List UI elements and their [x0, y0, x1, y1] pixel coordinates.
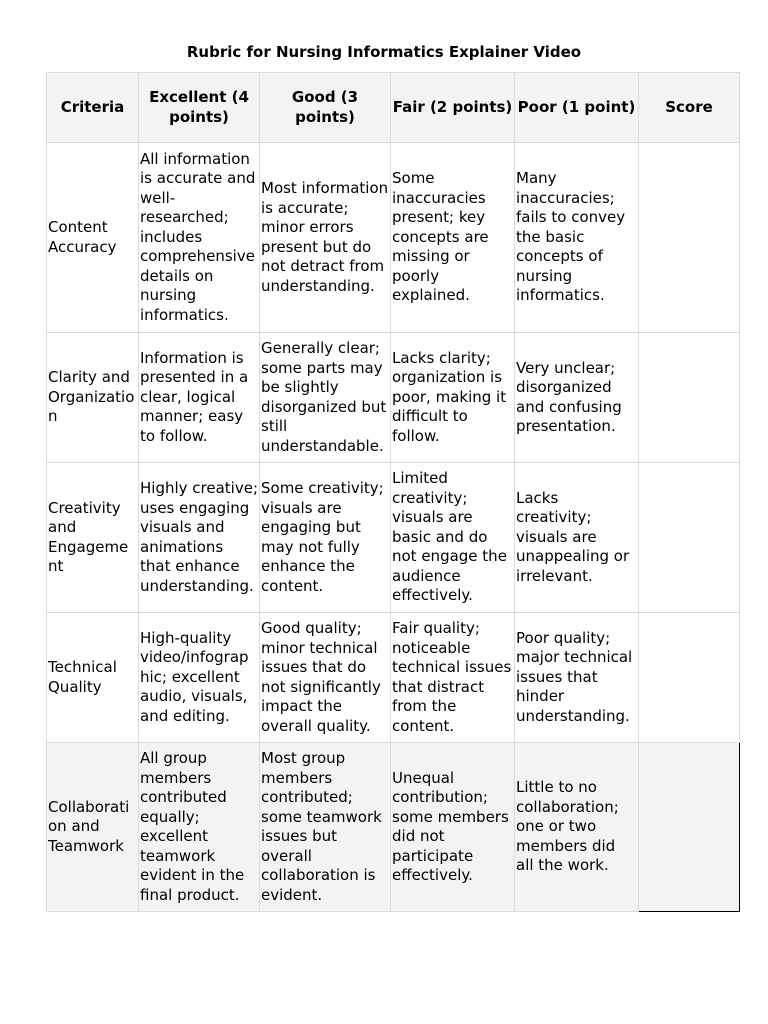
score-cell[interactable] [639, 333, 740, 463]
poor-cell: Little to no collaboration; one or two members did all the work. [515, 743, 639, 912]
document-title: Rubric for Nursing Informatics Explainer Video [186, 43, 582, 61]
good-cell: Some creativity; visuals are engaging but may not fully enhance the content. [260, 463, 391, 613]
fair-cell: Some inaccuracies present; key concepts are missing or poorly explained. [391, 143, 515, 333]
excellent-cell: All information is accurate and well-researched; includes comprehensive details on nursing informatics. [139, 143, 260, 333]
good-cell: Most information is accurate; minor errors present but do not detract from understanding. [260, 143, 391, 333]
table-row [47, 143, 740, 333]
score-cell[interactable] [639, 613, 740, 743]
score-cell[interactable] [639, 463, 740, 613]
criteria-cell: Clarity and Organization [47, 333, 139, 463]
excellent-cell: All group members contributed equally; excellent teamwork evident in the final product. [139, 743, 260, 912]
score-cell[interactable] [639, 143, 740, 333]
fair-cell: Unequal contribution; some members did not participate effectively. [391, 743, 515, 912]
header-criteria: Criteria [47, 73, 139, 143]
table-row [47, 333, 740, 463]
good-cell: Most group members contributed; some teamwork issues but overall collaboration is evident. [260, 743, 391, 912]
header-excellent: Excellent (4 points) [139, 73, 260, 143]
poor-cell: Lacks creativity; visuals are unappealing or irrelevant. [515, 463, 639, 613]
fair-cell: Lacks clarity; organization is poor, making it difficult to follow. [391, 333, 515, 463]
excellent-cell: Highly creative; uses engaging visuals and animations that enhance understanding. [139, 463, 260, 613]
header-score: Score [639, 73, 740, 143]
good-cell: Good quality; minor technical issues that do not significantly impact the overall quality. [260, 613, 391, 743]
criteria-cell: Creativity and Engagement [47, 463, 139, 613]
excellent-cell: Information is presented in a clear, logical manner; easy to follow. [139, 333, 260, 463]
poor-cell: Poor quality; major technical issues that hinder understanding. [515, 613, 639, 743]
poor-cell: Very unclear; disorganized and confusing presentation. [515, 333, 639, 463]
header-row [47, 73, 740, 143]
header-good: Good (3 points) [260, 73, 391, 143]
header-fair: Fair (2 points) [391, 73, 515, 143]
criteria-cell: Technical Quality [47, 613, 139, 743]
criteria-cell: Content Accuracy [47, 143, 139, 333]
fair-cell: Fair quality; noticeable technical issues that distract from the content. [391, 613, 515, 743]
table-row [47, 613, 740, 743]
criteria-cell: Collaboration and Teamwork [47, 743, 139, 912]
header-poor: Poor (1 point) [515, 73, 639, 143]
table-row [47, 743, 740, 912]
table-row [47, 463, 740, 613]
score-cell[interactable] [639, 743, 740, 912]
fair-cell: Limited creativity; visuals are basic and do not engage the audience effectively. [391, 463, 515, 613]
good-cell: Generally clear; some parts may be slightly disorganized but still understandable. [260, 333, 391, 463]
rubric-table [46, 72, 740, 912]
poor-cell: Many inaccuracies; fails to convey the basic concepts of nursing informatics. [515, 143, 639, 333]
excellent-cell: High-quality video/infographic; excellent audio, visuals, and editing. [139, 613, 260, 743]
